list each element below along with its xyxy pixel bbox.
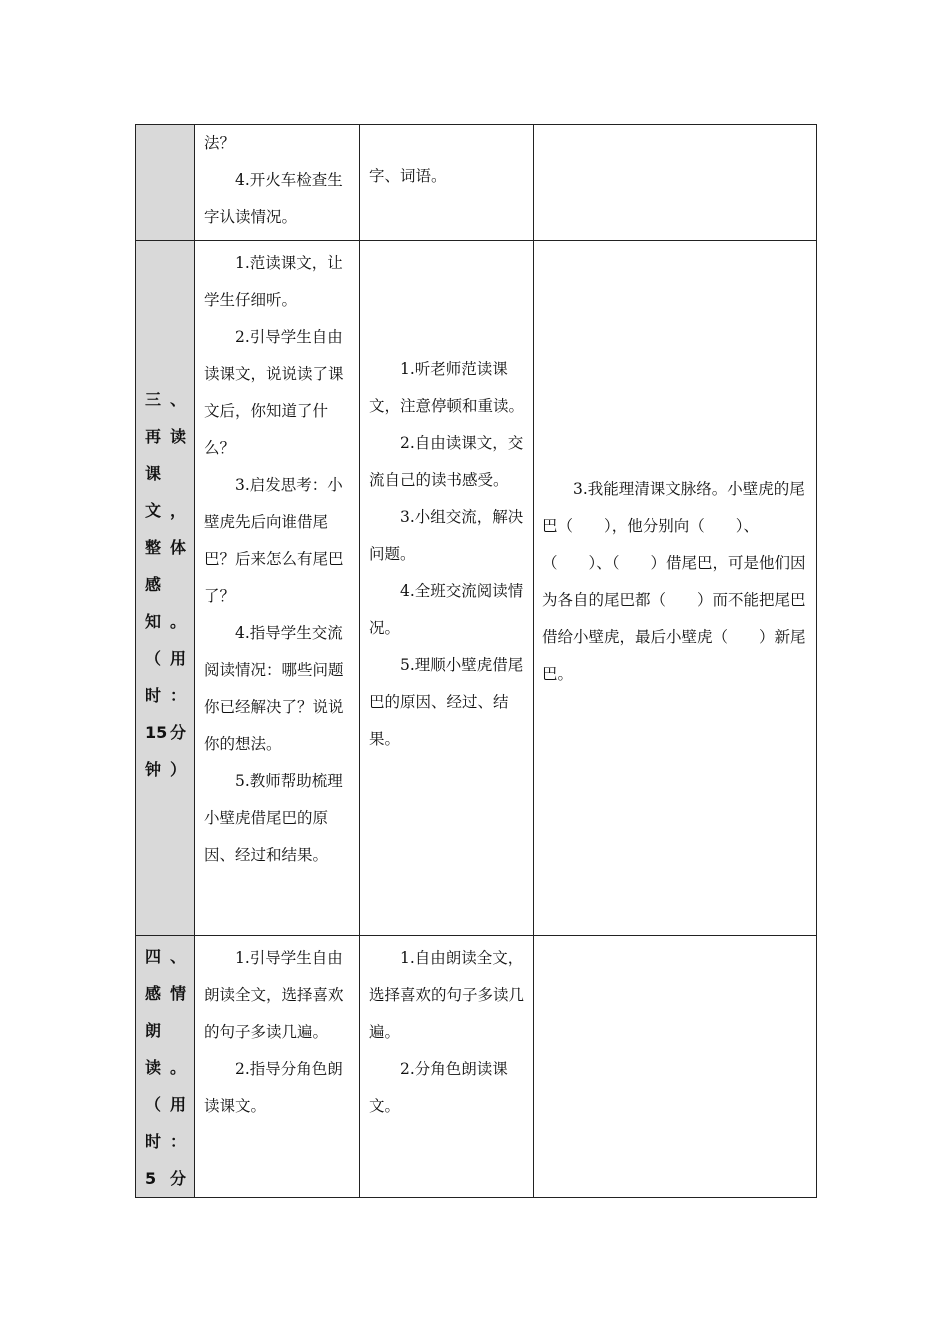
student-activity-text: 5.理顺小壁虎借尾巴的原因、经过、结果。: [369, 656, 524, 748]
student-activity-text: 1.听老师范读课文，注意停顿和重读。: [369, 360, 525, 415]
teacher-activity-text: 法？: [204, 134, 236, 152]
teacher-activity-text: 1.范读课文，让学生仔细听。: [204, 254, 343, 309]
student-activity-cell: [360, 936, 534, 1198]
teacher-activity-text: 1.引导学生自由朗读全文，选择喜欢的句子多读几遍。: [204, 949, 344, 1041]
table-row: [136, 241, 817, 936]
student-activity-cell: [360, 125, 534, 241]
student-activity-text: 2.分角色朗读课文。: [369, 1060, 508, 1115]
stage-label: 三、再读课文，整体感知。（用时：15分钟）: [145, 390, 186, 779]
learning-goal-cell: [534, 241, 817, 936]
learning-goal-cell: [534, 936, 817, 1198]
student-activity-text: 字、词语。: [369, 167, 447, 185]
student-activity-cell: [360, 241, 534, 936]
teacher-activity-cell: [195, 125, 360, 241]
teacher-activity-cell: [195, 241, 360, 936]
teacher-activity-text: 3.启发思考：小壁虎先后向谁借尾巴？后来怎么有尾巴了？: [204, 476, 344, 605]
student-activity-text: 1.自由朗读全文，选择喜欢的句子多读几遍。: [369, 949, 525, 1041]
teacher-activity-cell: [195, 936, 360, 1198]
learning-goal-cell: [534, 125, 817, 241]
teacher-activity-text: 2.指导分角色朗读课文。: [204, 1060, 343, 1115]
learning-goal-text: 3.我能理清课文脉络。小壁虎的尾巴（ ），他分别向（ ）、（ ）、（ ）借尾巴，可是他们因为各自的尾巴都（ ）而不能把尾巴借给小壁虎，最后小壁虎（ ）新尾巴。: [542, 480, 806, 683]
lesson-plan-table: [135, 124, 817, 1198]
stage-label: [136, 125, 194, 127]
table-row: [136, 936, 817, 1198]
student-activity-text: 2.自由读课文，交流自己的读书感受。: [369, 434, 524, 489]
stage-cell: [136, 125, 195, 241]
table-row: [136, 125, 817, 241]
teacher-activity-text: 4.开火车检查生字认读情况。: [204, 171, 343, 226]
teacher-activity-text: 4.指导学生交流阅读情况：哪些问题你已经解决了？说说你的想法。: [204, 624, 344, 753]
stage-cell: [136, 936, 195, 1198]
stage-cell: [136, 241, 195, 936]
teacher-activity-text: 5.教师帮助梳理小壁虎借尾巴的原因、经过和结果。: [204, 772, 343, 864]
student-activity-text: 3.小组交流，解决问题。: [369, 508, 524, 563]
teacher-activity-text: 2.引导学生自由读课文，说说读了课文后，你知道了什么？: [204, 328, 344, 457]
student-activity-text: 4.全班交流阅读情况。: [369, 582, 524, 637]
stage-label: 四、感情朗读。（用时：5分: [145, 947, 186, 1188]
